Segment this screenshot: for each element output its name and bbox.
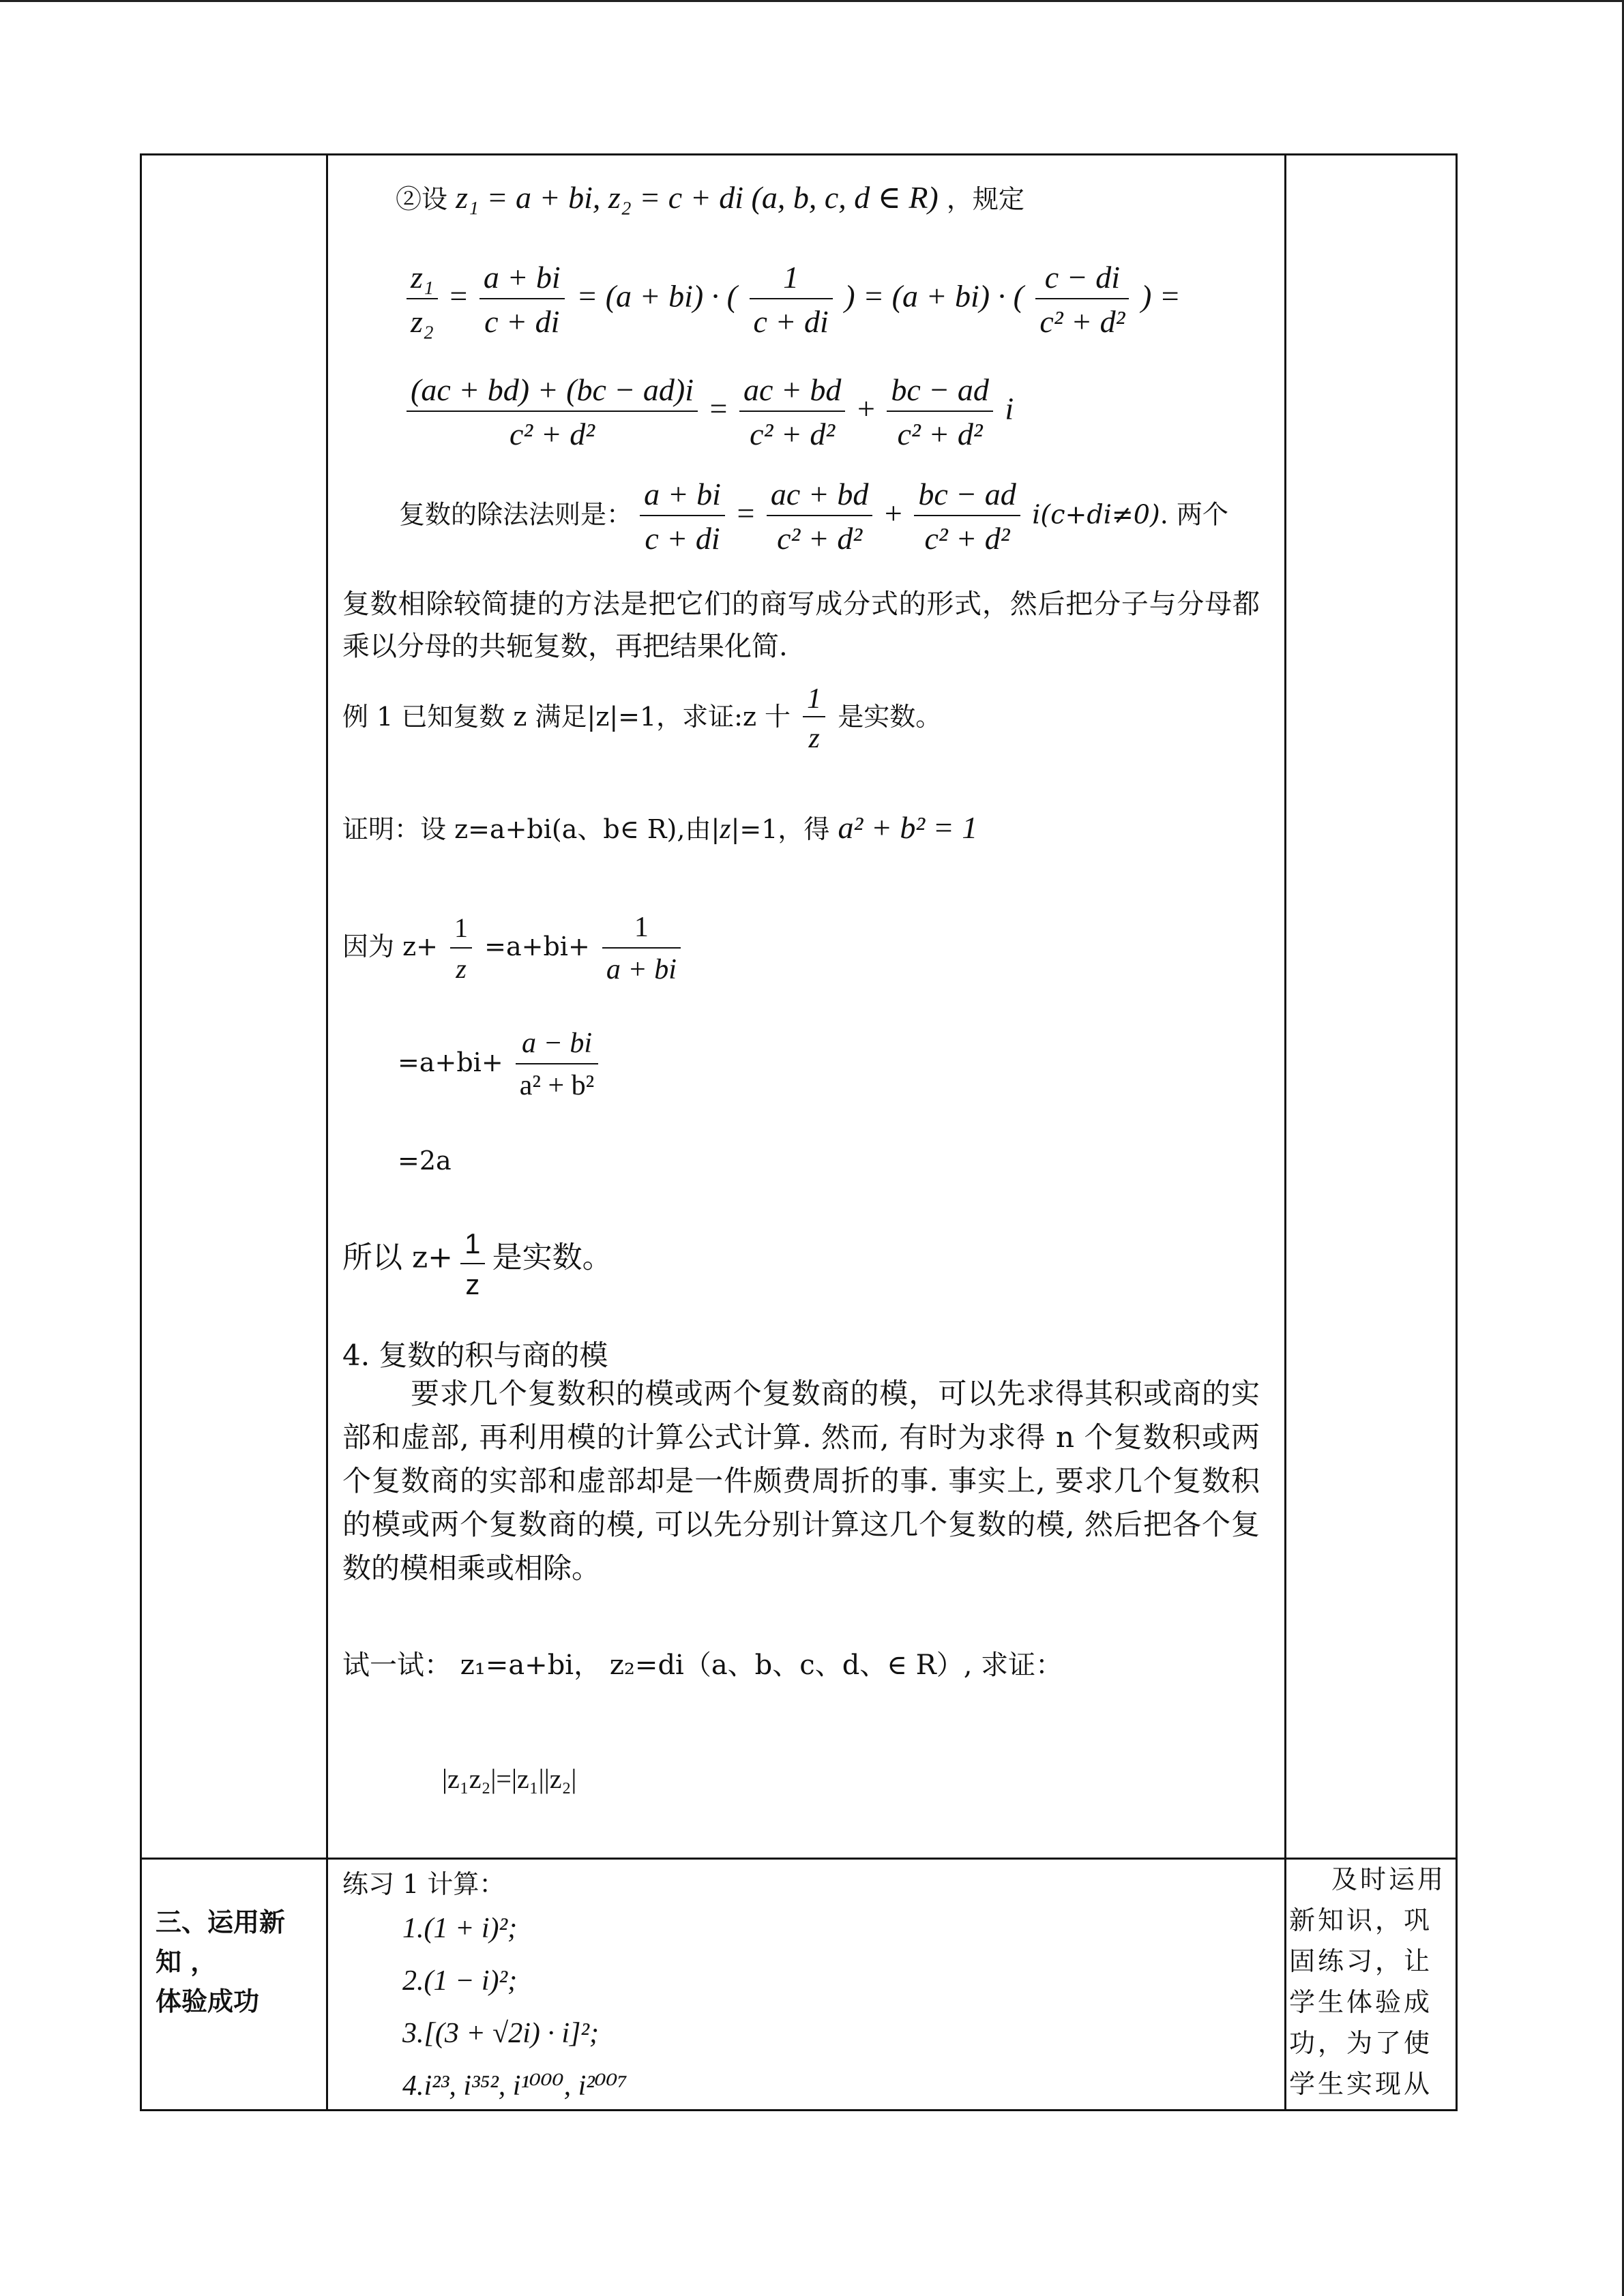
division-setup: ②设 z₁ = a + bi, z₂ = c + di (a, b, c, d ∈ R) ，规定 bbox=[396, 180, 1024, 215]
column-divider-left bbox=[326, 155, 328, 2109]
page-border-top bbox=[0, 0, 1624, 2]
example1-because: 因为 z+ $\frac{1}{z}$ =a+bi+ $\frac{1}{a + bi}$ bbox=[342, 910, 685, 987]
example1-proof: 证明：设 z=a+bi(a、b∈ R),由|z|=1，得 a² + b² = 1 bbox=[342, 810, 978, 845]
example1-statement: 例 1 已知复数 z 满足|z|=1，求证:z 十 $\frac{1}{z}$ 是实数。 bbox=[342, 682, 941, 756]
practice-item: 2.(1 − i)²; bbox=[402, 1965, 518, 1997]
row-divider bbox=[142, 1858, 1456, 1860]
example1-step3: =2a bbox=[398, 1146, 452, 1176]
teaching-note: 及时运用新知识，巩固练习，让学生体验成功，为了使学生实现从 bbox=[1289, 1864, 1447, 2099]
section4-body: 要求几个复数积的模或两个复数商的模，可以先求得其积或商的实部和虚部, 再利用模的计算公式计算. 然而, 有时为求得 n 个复数积或两个复数商的实部和虚部却是一件颇费周折的事. 事实上, 要求几个复数积的模或两个复数商的模, 可以先分别计算这几个复数的模, 然后把各个复数的模相乘或相除。 bbox=[342, 1377, 1260, 1585]
division-rule-label: 复数的除法法则是： bbox=[399, 499, 633, 530]
try-statement: 试一试： z₁=a+bi， z₂=di（a、b、c、d、∈ R）, 求证： bbox=[342, 1650, 1063, 1681]
practice-items bbox=[402, 1903, 628, 2113]
section4-heading: 4. 复数的积与商的模 bbox=[342, 1339, 608, 1372]
column-divider-right bbox=[1284, 155, 1286, 2109]
example1-conclusion: 所以 z+ $\frac{1}{z}$ 是实数。 bbox=[342, 1227, 612, 1300]
practice-item: 3.[(3 + √2i) · i]²; bbox=[402, 2018, 599, 2049]
practice-item: 4.i²³, i³⁵², i¹⁰⁰⁰, i²⁰⁰⁷ bbox=[402, 2070, 628, 2102]
division-formula-line2: $\frac{(ac + bd) + (bc - ad)i}{\text{c² + d²}}$ = $\frac{ac + bd}{\text{c² + d²}}$ + $\frac{bc - ad}{\text{c² + d²}}$ i bbox=[402, 372, 1014, 452]
practice-item: 1.(1 + i)²; bbox=[402, 1913, 518, 1944]
try-formula: |z₁z₂|=|z₁||z₂| bbox=[442, 1763, 577, 1794]
section3-title: 三、运用新 知 ， 体验成功 bbox=[156, 1907, 286, 2016]
example1-step2: =a+bi+ $\frac{a - bi}{\text{a² + b²}}$ bbox=[398, 1026, 602, 1103]
division-rule: 复数的除法法则是： $\frac{a + bi}{c + di}$ = $\frac{ac + bd}{\text{c² + d²}}$ + $\frac{bc - ad}{\text{c² + d²}}$ i(c+di≠0). 两个 bbox=[399, 477, 1228, 556]
practice-title: 练习 1 计算： bbox=[342, 1869, 505, 1899]
division-explanation: 复数相除较简捷的方法是把它们的商写成分式的形式，然后把分子与分母都乘以分母的共轭复数，再把结果化简. bbox=[342, 588, 1260, 662]
division-formula-line1: $\frac{\text{z₁}}{\text{z₂}}$ = $\frac{a + bi}{c + di}$ = (a + bi) · ( $\frac{1}{c + di}$ ) = (a + bi) · ( $\frac{c - di}{\text{c² + d²}}$ ) = bbox=[402, 259, 1181, 340]
